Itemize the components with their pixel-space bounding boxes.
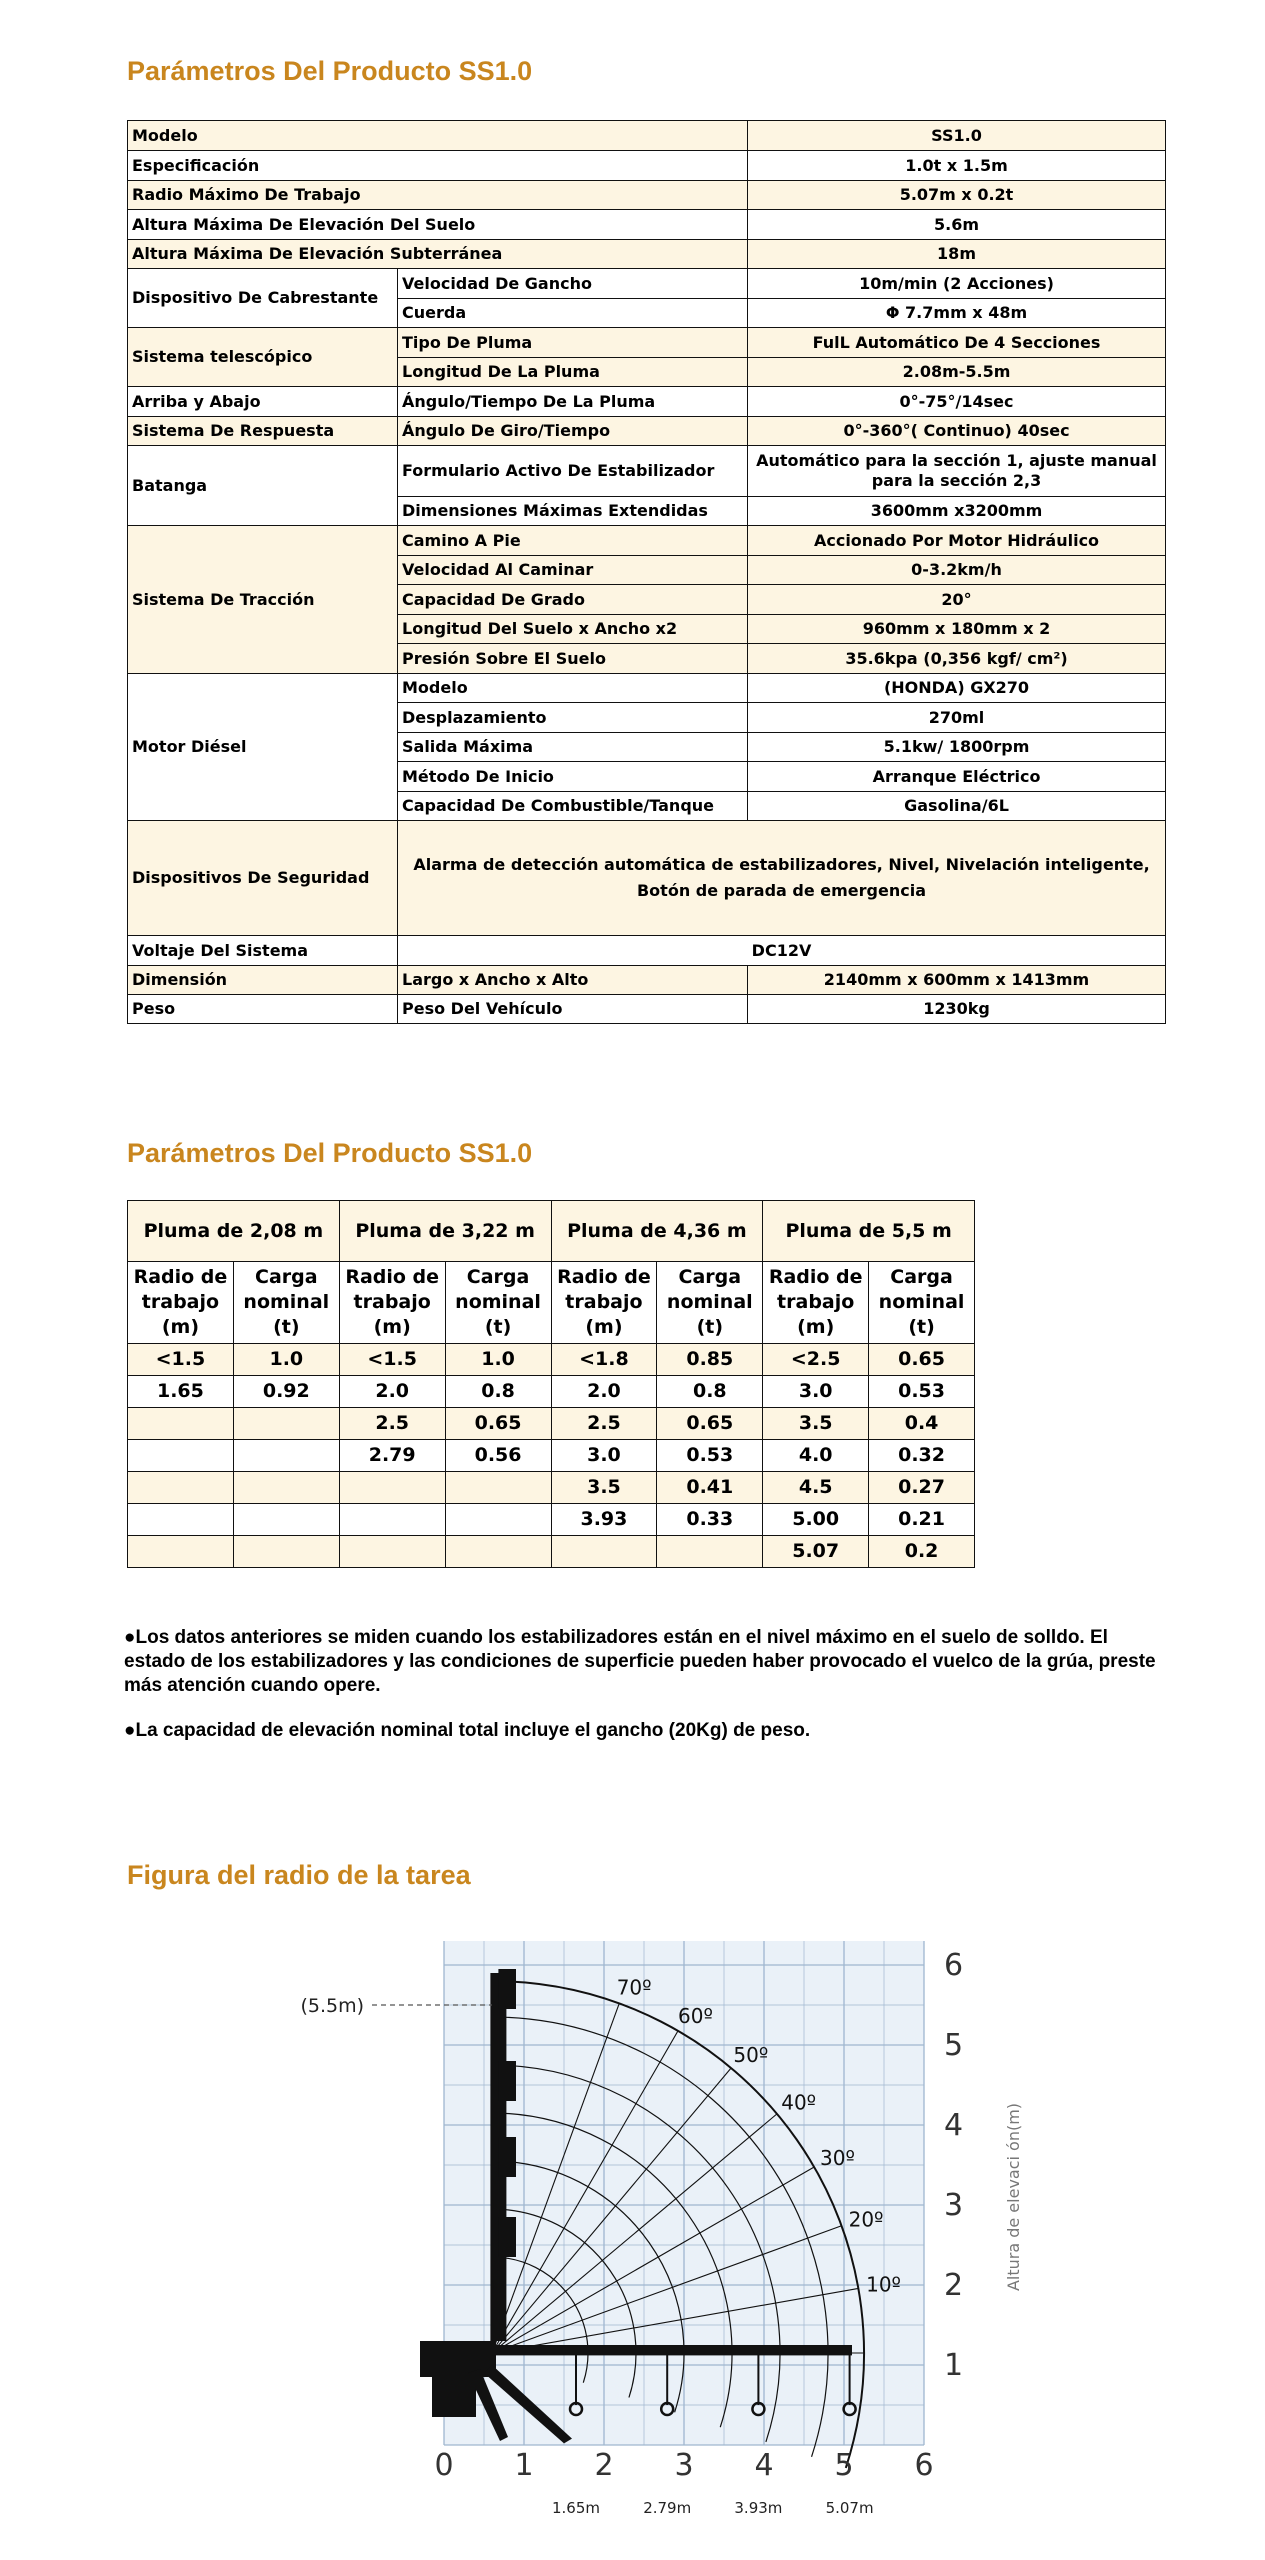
- spec-value: Automático para la sección 1, ajuste manual para la sección 2,3: [748, 446, 1166, 497]
- spec-group-label: Sistema De Respuesta: [128, 417, 398, 446]
- spec-value: 5.07m x 0.2t: [748, 181, 1166, 210]
- x-tick-label: 3: [674, 2448, 694, 2483]
- load-row: [128, 1376, 975, 1408]
- load-cell: 0.33: [657, 1504, 763, 1536]
- x-tick-label: 5: [834, 2448, 854, 2483]
- load-cell: 0.53: [869, 1376, 975, 1408]
- angle-label: 30º: [820, 2146, 855, 2170]
- radius-cell: [128, 1440, 234, 1472]
- angle-label: 40º: [781, 2090, 817, 2115]
- spec-value: Accionado Por Motor Hidráulico: [748, 526, 1166, 556]
- angle-label: 70º: [616, 1975, 652, 2000]
- load-cell: 0.65: [869, 1344, 975, 1376]
- load-cell: [233, 1504, 339, 1536]
- spec-sub-label: Ángulo De Giro/Tiempo: [398, 417, 748, 446]
- radius-label: 5.07m: [825, 2499, 874, 2517]
- x-tick-label: 4: [754, 2448, 774, 2483]
- radius-cell: 3.0: [763, 1376, 869, 1408]
- spec-sub-label: Camino A Pie: [398, 526, 748, 556]
- radius-cell: [339, 1504, 445, 1536]
- boom-header: Pluma de 4,36 m: [551, 1201, 763, 1262]
- radius-cell: <1.5: [339, 1344, 445, 1376]
- y-axis-label: Altura de elevaci ón(m): [1004, 2102, 1023, 2292]
- spec-group-label: Motor Diésel: [128, 674, 398, 821]
- radius-cell: [128, 1504, 234, 1536]
- spec-value: 10m/min (2 Acciones): [748, 269, 1166, 299]
- spec-label: Radio Máximo De Trabajo: [128, 181, 748, 210]
- radius-cell: <1.5: [128, 1344, 234, 1376]
- radius-cell: 5.00: [763, 1504, 869, 1536]
- load-cell: 0.53: [657, 1440, 763, 1472]
- radius-label: 3.93m: [734, 2499, 783, 2517]
- load-row: [128, 1344, 975, 1376]
- load-cell: [657, 1536, 763, 1568]
- spec-sub-label: Presión Sobre El Suelo: [398, 644, 748, 674]
- y-tick-label: 2: [944, 2268, 964, 2303]
- spec-row-altura-subterranea: [128, 240, 1166, 269]
- spec-group-label: Dispositivo De Cabrestante: [128, 269, 398, 328]
- load-cell: 0.8: [445, 1376, 551, 1408]
- load-cell: 0.4: [869, 1408, 975, 1440]
- radius-cell: 2.5: [551, 1408, 657, 1440]
- load-cell: 0.92: [233, 1376, 339, 1408]
- spec-group-label: Dispositivos De Seguridad: [128, 821, 398, 936]
- spec-sub-label: Longitud De La Pluma: [398, 358, 748, 387]
- work-radius-diagram: [0, 1920, 1265, 2560]
- load-cell: [445, 1536, 551, 1568]
- radius-cell: 2.5: [339, 1408, 445, 1440]
- load-cell: 0.41: [657, 1472, 763, 1504]
- col-header-radius: Radio de trabajo (m): [763, 1262, 869, 1344]
- y-tick-label: 3: [944, 2188, 964, 2223]
- radius-cell: 4.0: [763, 1440, 869, 1472]
- y-tick-label: 4: [944, 2108, 964, 2143]
- load-cell: 0.8: [657, 1376, 763, 1408]
- load-boom-header-row: [128, 1201, 975, 1262]
- spec-row-motor-0: [128, 674, 1166, 703]
- spec-value: 18m: [748, 240, 1166, 269]
- load-cell: [233, 1408, 339, 1440]
- spec-value: 5.6m: [748, 210, 1166, 240]
- boom-section: [498, 1969, 516, 2009]
- radius-cell: 3.93: [551, 1504, 657, 1536]
- load-cell: 0.65: [445, 1408, 551, 1440]
- spec-value: Gasolina/6L: [748, 792, 1166, 821]
- radius-cell: 1.65: [128, 1376, 234, 1408]
- spec-sub-label: Largo x Ancho x Alto: [398, 966, 748, 995]
- spec-row-seguridad: [128, 821, 1166, 936]
- spec-row-altura-suelo: [128, 210, 1166, 240]
- load-table: [127, 1200, 975, 1568]
- note-hook-weight: ●La capacidad de elevación nominal total incluye el gancho (20Kg) de peso.: [124, 1720, 811, 1741]
- spec-label: Altura Máxima De Elevación Del Suelo: [128, 210, 748, 240]
- spec-row-modelo: [128, 121, 1166, 151]
- spec-value: SS1.0: [748, 121, 1166, 151]
- boom-section: [498, 2217, 516, 2257]
- radius-cell: 5.07: [763, 1536, 869, 1568]
- spec-value: 1230kg: [748, 995, 1166, 1024]
- spec-row-dimension: [128, 966, 1166, 995]
- spec-group-label: Voltaje Del Sistema: [128, 936, 398, 966]
- col-header-radius: Radio de trabajo (m): [551, 1262, 657, 1344]
- spec-value: 960mm x 180mm x 2: [748, 615, 1166, 644]
- radius-cell: 3.5: [551, 1472, 657, 1504]
- radius-cell: [128, 1536, 234, 1568]
- load-row: [128, 1536, 975, 1568]
- load-cell: 0.65: [657, 1408, 763, 1440]
- col-header-radius: Radio de trabajo (m): [339, 1262, 445, 1344]
- y-tick-label: 5: [944, 2028, 964, 2063]
- spec-row-cabrestante-1: [128, 269, 1166, 299]
- load-cell: 1.0: [445, 1344, 551, 1376]
- spec-group-label: Peso: [128, 995, 398, 1024]
- spec-sub-label: Capacidad De Combustible/Tanque: [398, 792, 748, 821]
- note-stabilizers: ●Los datos anteriores se miden cuando los estabilizadores están en el nivel máximo en el suelo de solldo. El estado de los estabilizadores y las condiciones de superficie pueden haber provocado el vuelco de la grúa, preste más atención cuando opere.: [124, 1627, 1156, 1696]
- spec-value: 2140mm x 600mm x 1413mm: [748, 966, 1166, 995]
- spec-value: DC12V: [398, 936, 1166, 966]
- spec-sub-label: Desplazamiento: [398, 703, 748, 733]
- radius-cell: 2.0: [551, 1376, 657, 1408]
- spec-value: Alarma de detección automática de estabilizadores, Nivel, Nivelación inteligente, Botón de parada de emergencia: [398, 821, 1166, 936]
- col-header-radius: Radio de trabajo (m): [128, 1262, 234, 1344]
- spec-sub-label: Tipo De Pluma: [398, 328, 748, 358]
- spec-row-voltaje: [128, 936, 1166, 966]
- col-header-load: Carga nominal (t): [445, 1262, 551, 1344]
- spec-value: 35.6kpa (0,356 kgf/ cm²): [748, 644, 1166, 674]
- spec-value: 2.08m-5.5m: [748, 358, 1166, 387]
- load-row: [128, 1472, 975, 1504]
- col-header-load: Carga nominal (t): [233, 1262, 339, 1344]
- angle-label: 60º: [678, 2003, 713, 2028]
- spec-row-peso: [128, 995, 1166, 1024]
- load-row: [128, 1440, 975, 1472]
- spec-label: Modelo: [128, 121, 748, 151]
- crane-base: [432, 2377, 476, 2417]
- crane-body: [420, 2341, 496, 2377]
- section-title-params: Parámetros Del Producto SS1.0: [127, 56, 533, 86]
- spec-value: 5.1kw/ 1800rpm: [748, 733, 1166, 762]
- spec-sub-label: Ángulo/Tiempo De La Pluma: [398, 387, 748, 417]
- radius-cell: 4.5: [763, 1472, 869, 1504]
- spec-value: Arranque Eléctrico: [748, 762, 1166, 792]
- boom-section: [498, 2137, 516, 2177]
- radius-cell: [551, 1536, 657, 1568]
- load-cell: 0.2: [869, 1536, 975, 1568]
- radius-cell: <2.5: [763, 1344, 869, 1376]
- angle-label: 10º: [866, 2272, 901, 2297]
- load-column-header-row: [128, 1262, 975, 1344]
- max-height-label: (5.5m): [300, 1995, 364, 2017]
- spec-sub-label: Método De Inicio: [398, 762, 748, 792]
- x-tick-label: 2: [594, 2448, 614, 2483]
- spec-value: 0-3.2km/h: [748, 556, 1166, 585]
- load-cell: 0.56: [445, 1440, 551, 1472]
- angle-label: 20º: [848, 2207, 884, 2232]
- spec-row-telescopico-1: [128, 328, 1166, 358]
- spec-value: Φ 7.7mm x 48m: [748, 299, 1166, 328]
- spec-sub-label: Dimensiones Máximas Extendidas: [398, 497, 748, 526]
- x-tick-label: 1: [514, 2448, 534, 2483]
- spec-sub-label: Salida Máxima: [398, 733, 748, 762]
- radius-cell: [128, 1408, 234, 1440]
- spec-row-batanga-1: [128, 446, 1166, 497]
- boom-header: Pluma de 5,5 m: [763, 1201, 975, 1262]
- load-cell: [445, 1504, 551, 1536]
- load-row: [128, 1408, 975, 1440]
- load-cell: 1.0: [233, 1344, 339, 1376]
- spec-value: 20°: [748, 585, 1166, 615]
- spec-group-label: Sistema De Tracción: [128, 526, 398, 674]
- radius-cell: [339, 1472, 445, 1504]
- spec-group-label: Batanga: [128, 446, 398, 526]
- spec-value: 0°-75°/14sec: [748, 387, 1166, 417]
- load-cell: [233, 1536, 339, 1568]
- load-cell: 0.85: [657, 1344, 763, 1376]
- spec-sub-label: Capacidad De Grado: [398, 585, 748, 615]
- radius-cell: 2.0: [339, 1376, 445, 1408]
- radius-cell: 3.0: [551, 1440, 657, 1472]
- col-header-load: Carga nominal (t): [657, 1262, 763, 1344]
- spec-sub-label: Longitud Del Suelo x Ancho x2: [398, 615, 748, 644]
- radius-cell: 2.79: [339, 1440, 445, 1472]
- angle-label: 50º: [733, 2042, 769, 2067]
- spec-sub-label: Velocidad De Gancho: [398, 269, 748, 299]
- spec-group-label: Arriba y Abajo: [128, 387, 398, 417]
- load-cell: 0.27: [869, 1472, 975, 1504]
- spec-value: 1.0t x 1.5m: [748, 151, 1166, 181]
- boom-horizontal: [492, 2345, 852, 2355]
- spec-value: 3600mm x3200mm: [748, 497, 1166, 526]
- spec-sub-label: Cuerda: [398, 299, 748, 328]
- spec-group-label: Sistema telescópico: [128, 328, 398, 387]
- boom-header: Pluma de 2,08 m: [128, 1201, 340, 1262]
- section-title-radius-figure: Figura del radio de la tarea: [127, 1860, 471, 1890]
- y-tick-label: 6: [944, 1948, 964, 1983]
- x-tick-label: 6: [914, 2448, 934, 2483]
- spec-sub-label: Modelo: [398, 674, 748, 703]
- spec-label: Especificación: [128, 151, 748, 181]
- spec-value: FulL Automático De 4 Secciones: [748, 328, 1166, 358]
- load-table-body: [128, 1344, 975, 1568]
- spec-sub-label: Formulario Activo De Estabilizador: [398, 446, 748, 497]
- y-tick-label: 1: [944, 2348, 964, 2383]
- spec-sub-label: Velocidad Al Caminar: [398, 556, 748, 585]
- load-cell: [233, 1472, 339, 1504]
- load-cell: [445, 1472, 551, 1504]
- load-row: [128, 1504, 975, 1536]
- col-header-load: Carga nominal (t): [869, 1262, 975, 1344]
- spec-row-especificacion: [128, 151, 1166, 181]
- spec-value: 270ml: [748, 703, 1166, 733]
- radius-label: 2.79m: [643, 2499, 692, 2517]
- boom-section: [498, 2061, 516, 2101]
- radius-cell: [128, 1472, 234, 1504]
- radius-cell: 3.5: [763, 1408, 869, 1440]
- boom-header: Pluma de 3,22 m: [339, 1201, 551, 1262]
- load-cell: 0.21: [869, 1504, 975, 1536]
- radius-cell: <1.8: [551, 1344, 657, 1376]
- spec-sub-label: Peso Del Vehículo: [398, 995, 748, 1024]
- load-cell: [233, 1440, 339, 1472]
- spec-label: Altura Máxima De Elevación Subterránea: [128, 240, 748, 269]
- load-cell: 0.32: [869, 1440, 975, 1472]
- spec-table: [127, 120, 1166, 1024]
- radius-label: 1.65m: [551, 2499, 601, 2517]
- spec-row-traccion-0: [128, 526, 1166, 556]
- spec-value: (HONDA) GX270: [748, 674, 1166, 703]
- spec-row-respuesta: [128, 417, 1166, 446]
- spec-row-arriba: [128, 387, 1166, 417]
- spec-value: 0°-360°( Continuo) 40sec: [748, 417, 1166, 446]
- spec-group-label: Dimensión: [128, 966, 398, 995]
- x-tick-label: 0: [434, 2448, 454, 2483]
- section-title-params-2: Parámetros Del Producto SS1.0: [127, 1138, 533, 1168]
- spec-row-radio: [128, 181, 1166, 210]
- radius-cell: [339, 1536, 445, 1568]
